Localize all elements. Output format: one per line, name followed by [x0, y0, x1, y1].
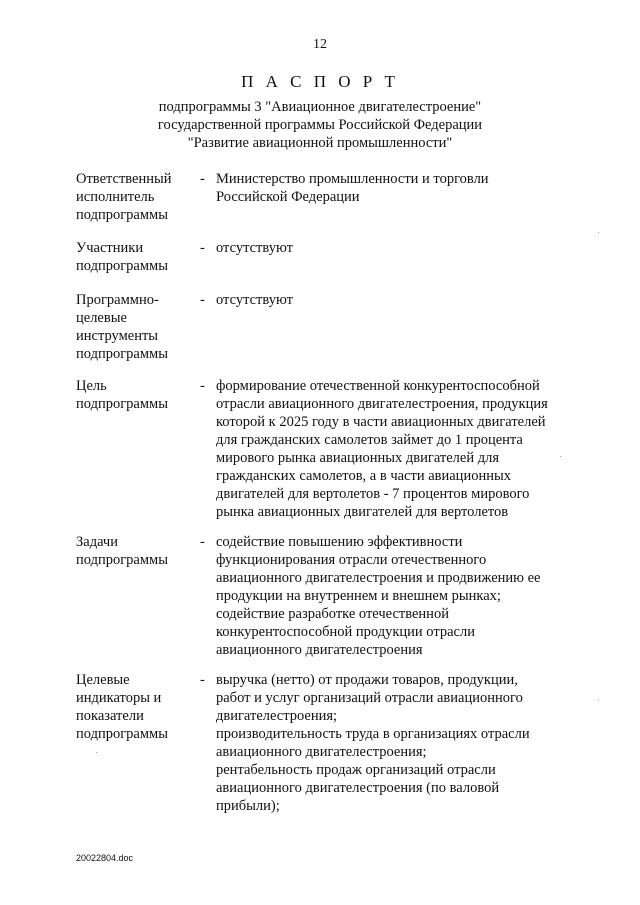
label-line: целевые [76, 310, 127, 326]
label-line: показатели [76, 708, 144, 724]
value-line: авиационного двигателестроения [216, 642, 423, 658]
label-line: подпрограммы [76, 396, 168, 412]
value-line: авиационного двигателестроения и продвижению ее [216, 570, 541, 586]
value-line: двигателей для вертолетов - 7 процентов мирового [216, 486, 530, 502]
subtitle-line: государственной программы Российской Федерации [157, 117, 483, 133]
scan-speck [96, 752, 97, 753]
row-value [216, 533, 576, 659]
value-line: продукции на внутреннем и внешнем рынках; [216, 588, 501, 604]
row-dash: - [200, 378, 205, 394]
row-label [76, 533, 192, 569]
row-dash: - [200, 171, 205, 187]
scan-speck [598, 700, 599, 701]
label-line: Задачи [76, 534, 118, 550]
value-line: Российской Федерации [216, 189, 360, 205]
label-line: Участники [76, 240, 144, 256]
value-line: авиационного двигателестроения; [216, 744, 427, 760]
row-dash: - [200, 672, 205, 688]
row-value [216, 671, 576, 815]
value-line: которой к 2025 году в части авиационных двигателей [216, 414, 546, 430]
value-line: работ и услуг организаций отрасли авиационного [216, 690, 523, 706]
row-label [76, 671, 192, 743]
subtitle-line: "Развитие авиационной промышленности" [187, 135, 453, 151]
value-line: гражданских самолетов, а в части авиационных [216, 468, 511, 484]
value-line: отсутствуют [216, 240, 293, 256]
value-line: авиационного двигателестроения (по валовой [216, 780, 500, 796]
value-line: мирового рынка авиационных двигателей для [216, 450, 500, 466]
row-label [76, 377, 192, 413]
value-line: рентабельность продаж организаций отрасли [216, 762, 496, 778]
row-dash: - [200, 534, 205, 550]
label-line: исполнитель [76, 189, 155, 205]
label-line: Ответственный [76, 171, 172, 187]
scan-speck [598, 232, 599, 233]
value-line: функционирования отрасли отечественного [216, 552, 487, 568]
label-line: подпрограммы [76, 258, 168, 274]
value-line: содействие разработке отечественной [216, 606, 449, 622]
row-value [216, 377, 576, 521]
scan-speck [560, 456, 561, 457]
value-line: формирование отечественной конкурентоспособной [216, 378, 540, 394]
footer-filename: 20022804.doc [76, 853, 134, 863]
value-line: рынка авиационных двигателей для вертолетов [216, 504, 509, 520]
value-line: содействие повышению эффективности [216, 534, 463, 550]
row-label [76, 291, 192, 363]
row-value [216, 239, 576, 257]
label-line: Цель [76, 378, 107, 394]
label-line: подпрограммы [76, 207, 168, 223]
value-line: конкурентоспособной продукции отрасли [216, 624, 475, 640]
row-label [76, 239, 192, 275]
row-value [216, 170, 576, 206]
value-line: прибыли); [216, 798, 280, 814]
value-line: двигателестроения; [216, 708, 338, 724]
value-line: производительность труда в организациях отрасли [216, 726, 530, 742]
label-line: инструменты [76, 328, 159, 344]
document-subtitle [0, 98, 640, 152]
label-line: подпрограммы [76, 552, 168, 568]
value-line: Министерство промышленности и торговли [216, 171, 489, 187]
page-number: 12 [313, 37, 327, 52]
label-line: индикаторы и [76, 690, 162, 706]
value-line: отсутствуют [216, 292, 293, 308]
row-label [76, 170, 192, 224]
label-line: подпрограммы [76, 726, 168, 742]
value-line: для гражданских самолетов займет до 1 процента [216, 432, 523, 448]
subtitle-line: подпрограммы 3 "Авиационное двигателестроение" [158, 99, 482, 115]
label-line: подпрограммы [76, 346, 168, 362]
value-line: выручка (нетто) от продажи товаров, продукции, [216, 672, 518, 688]
row-dash: - [200, 292, 205, 308]
row-dash: - [200, 240, 205, 256]
label-line: Программно- [76, 292, 159, 308]
document-title: П А С П О Р Т [241, 72, 399, 91]
value-line: отрасли авиационного двигателестроения, продукция [216, 396, 548, 412]
label-line: Целевые [76, 672, 130, 688]
row-value [216, 291, 576, 309]
